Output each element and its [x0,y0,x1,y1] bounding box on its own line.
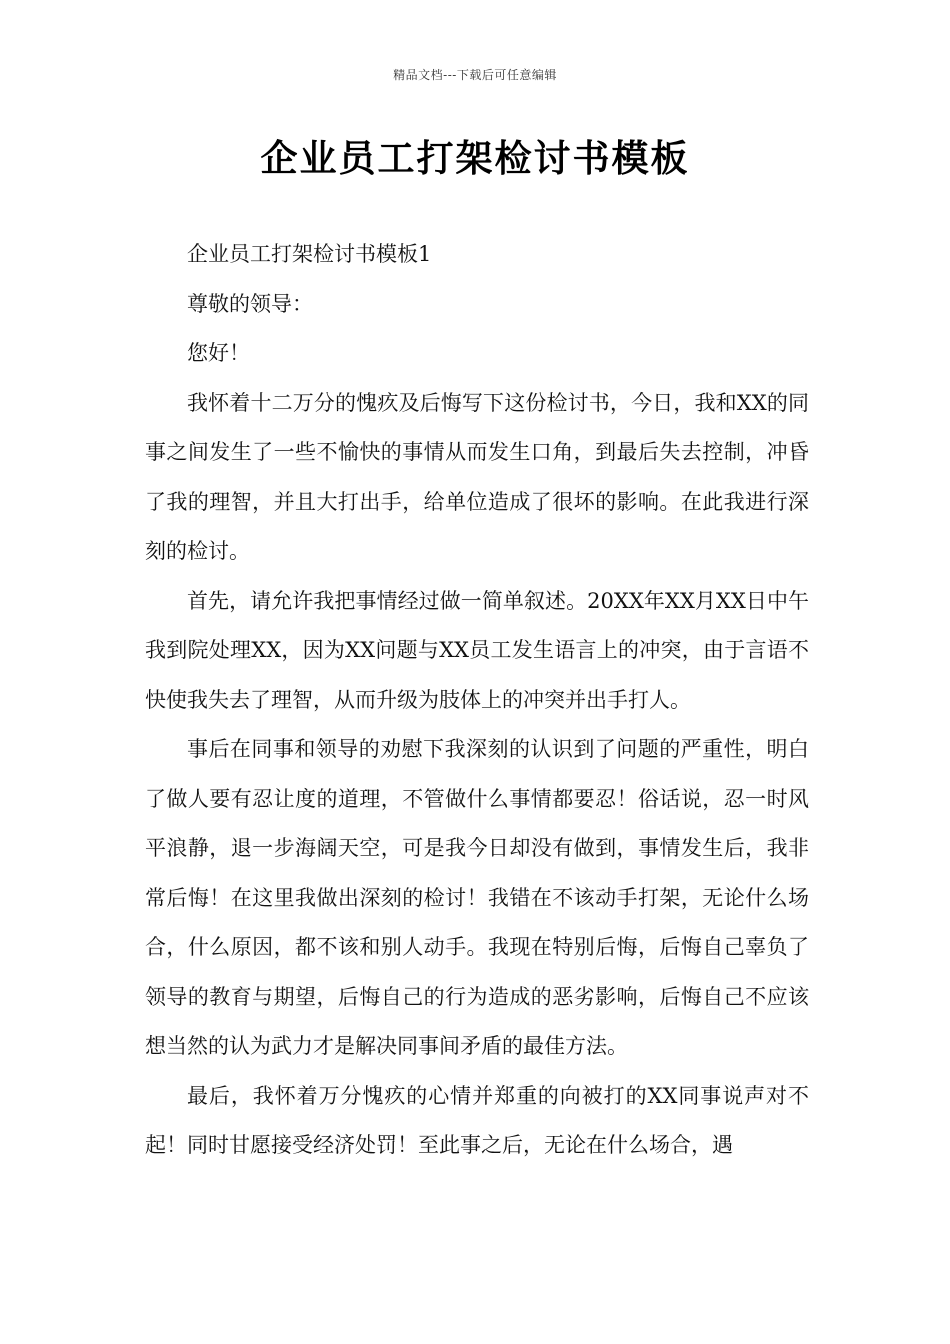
paragraph-conclusion: 最后，我怀着万分愧疚的心情并郑重的向被打的XX同事说声对不起！同时甘愿接受经济处罚！至此事之后，无论在什么场合，遇 [145,1083,809,1157]
paragraph-intro: 我怀着十二万分的愧疚及后悔写下这份检讨书，今日，我和XX的同事之间发生了一些不愉快的事情从而发生口角，到最后失去控制，冲昏了我的理智，并且大打出手，给单位造成了很坏的影响。在此我进行深刻的检讨。 [145,390,809,563]
paragraph-heading: 企业员工打架检讨书模板1 [187,242,432,266]
header-note: 精品文档---下载后可任意编辑 [393,68,557,82]
paragraph-reflection: 事后在同事和领导的劝慰下我深刻的认识到了问题的严重性，明白了做人要有忍让度的道理，不管做什么事情都要忍！俗话说，忍一时风平浪静，退一步海阔天空，可是我今日却没有做到，事情发生后，我非常后悔！在这里我做出深刻的检讨！我错在不该动手打架，无论什么场合，什么原因，都不该和别人动手。我现在特别后悔，后悔自己辜负了领导的教育与期望，后悔自己的行为造成的恶劣影响，后悔自己不应该想当然的认为武力才是解决同事间矛盾的最佳方法。 [145,737,809,1058]
paragraph-narration: 首先，请允许我把事情经过做一简单叙述。20XX年XX月XX日中午我到院处理XX，因为XX问题与XX员工发生语言上的冲突，由于言语不快使我失去了理智，从而升级为肢体上的冲突并出手打人。 [145,588,809,712]
document-body [145,230,809,1171]
paragraph-greeting: 您好！ [187,341,250,365]
document-title: 企业员工打架检讨书模板 [260,136,690,180]
paragraph-salutation: 尊敬的领导： [187,291,313,316]
